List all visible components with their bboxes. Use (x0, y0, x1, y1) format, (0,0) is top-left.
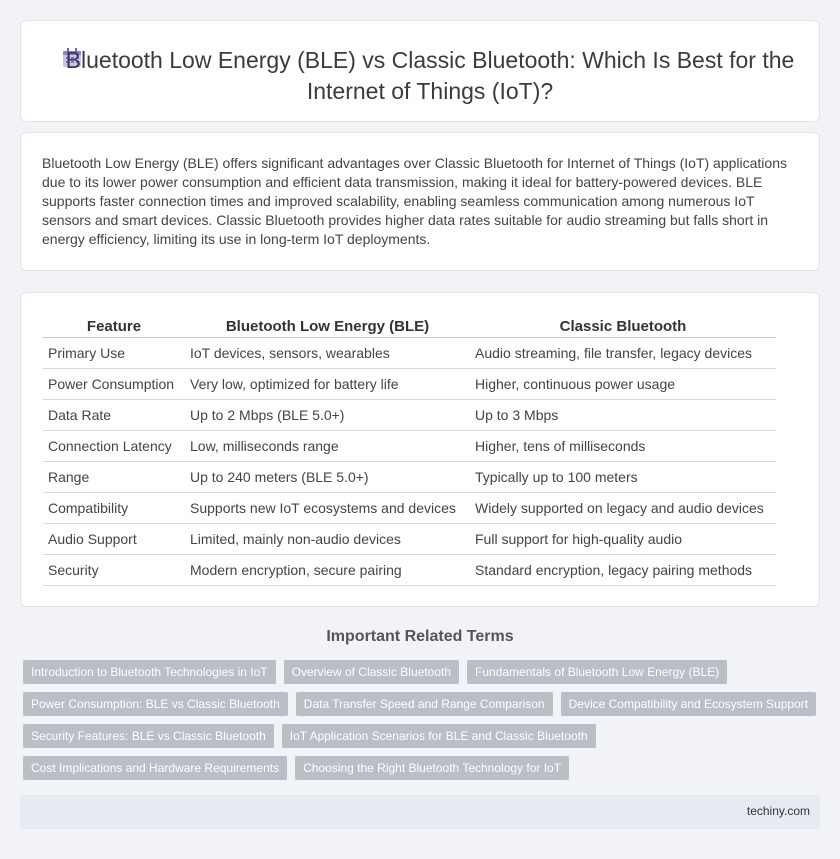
classic-cell: Higher, continuous power usage (470, 368, 776, 399)
related-term-tag[interactable]: Fundamentals of Bluetooth Low Energy (BLE) (467, 660, 727, 684)
table-row (43, 461, 776, 492)
related-term-tag[interactable]: Cost Implications and Hardware Requirements (23, 756, 287, 780)
comparison-table (43, 316, 776, 586)
table-row (43, 368, 776, 399)
related-terms-heading: Important Related Terms (326, 628, 514, 645)
classic-cell: Standard encryption, legacy pairing methods (470, 554, 776, 585)
header-feature: Feature (43, 316, 185, 337)
ble-cell: Up to 240 meters (BLE 5.0+) (185, 461, 470, 492)
related-term-tag[interactable]: Device Compatibility and Ecosystem Support (561, 692, 816, 716)
feature-cell: Connection Latency (43, 430, 185, 461)
ble-cell: IoT devices, sensors, wearables (185, 337, 470, 368)
feature-cell: Security (43, 554, 185, 585)
ble-cell: Modern encryption, secure pairing (185, 554, 470, 585)
header-classic: Classic Bluetooth (470, 316, 776, 337)
page-title: Bluetooth Low Energy (BLE) vs Classic Bluetooth: Which Is Best for the Internet of Things (IoT)? (65, 47, 795, 104)
table-row (43, 523, 776, 554)
title-card (20, 20, 820, 122)
classic-cell: Full support for high-quality audio (470, 523, 776, 554)
ble-cell: Very low, optimized for battery life (185, 368, 470, 399)
comparison-card (20, 292, 820, 607)
feature-cell: Compatibility (43, 492, 185, 523)
related-term-tag[interactable]: Security Features: BLE vs Classic Bluetooth (23, 724, 274, 748)
classic-cell: Typically up to 100 meters (470, 461, 776, 492)
related-terms-list (23, 660, 823, 788)
related-term-tag[interactable]: Overview of Classic Bluetooth (284, 660, 459, 684)
classic-cell: Up to 3 Mbps (470, 399, 776, 430)
table-row (43, 492, 776, 523)
feature-cell: Audio Support (43, 523, 185, 554)
ble-cell: Supports new IoT ecosystems and devices (185, 492, 470, 523)
table-row (43, 337, 776, 368)
feature-cell: Range (43, 461, 185, 492)
ble-cell: Low, milliseconds range (185, 430, 470, 461)
classic-cell: Audio streaming, file transfer, legacy devices (470, 337, 776, 368)
classic-cell: Widely supported on legacy and audio devices (470, 492, 776, 523)
related-term-tag[interactable]: IoT Application Scenarios for BLE and Classic Bluetooth (282, 724, 596, 748)
feature-cell: Primary Use (43, 337, 185, 368)
footer-site-name: techiny.com (746, 804, 810, 818)
feature-cell: Power Consumption (43, 368, 185, 399)
table-row (43, 430, 776, 461)
table-row (43, 399, 776, 430)
related-term-tag[interactable]: Introduction to Bluetooth Technologies in IoT (23, 660, 276, 684)
ble-cell: Limited, mainly non-audio devices (185, 523, 470, 554)
related-term-tag[interactable]: Power Consumption: BLE vs Classic Bluetooth (23, 692, 288, 716)
classic-cell: Higher, tens of milliseconds (470, 430, 776, 461)
intro-card (20, 132, 820, 271)
ble-cell: Up to 2 Mbps (BLE 5.0+) (185, 399, 470, 430)
intro-paragraph: Bluetooth Low Energy (BLE) offers significant advantages over Classic Bluetooth for Internet of Things (IoT) applications due to its lower power consumption and efficient data transmission, making it ideal for battery-powered devices. BLE supports faster connection times and improved scalability, enabling seamless communication among numerous IoT sensors and smart devices. Classic Bluetooth provides higher data rates suitable for audio streaming but falls short in energy efficiency, limiting its use in long-term IoT deployments. (42, 155, 787, 247)
footer-bar (20, 795, 820, 829)
related-term-tag[interactable]: Data Transfer Speed and Range Comparison (296, 692, 553, 716)
related-term-tag[interactable]: Choosing the Right Bluetooth Technology for IoT (295, 756, 569, 780)
table-row (43, 554, 776, 585)
feature-cell: Data Rate (43, 399, 185, 430)
table-header-row (43, 316, 776, 337)
header-ble: Bluetooth Low Energy (BLE) (185, 316, 470, 337)
